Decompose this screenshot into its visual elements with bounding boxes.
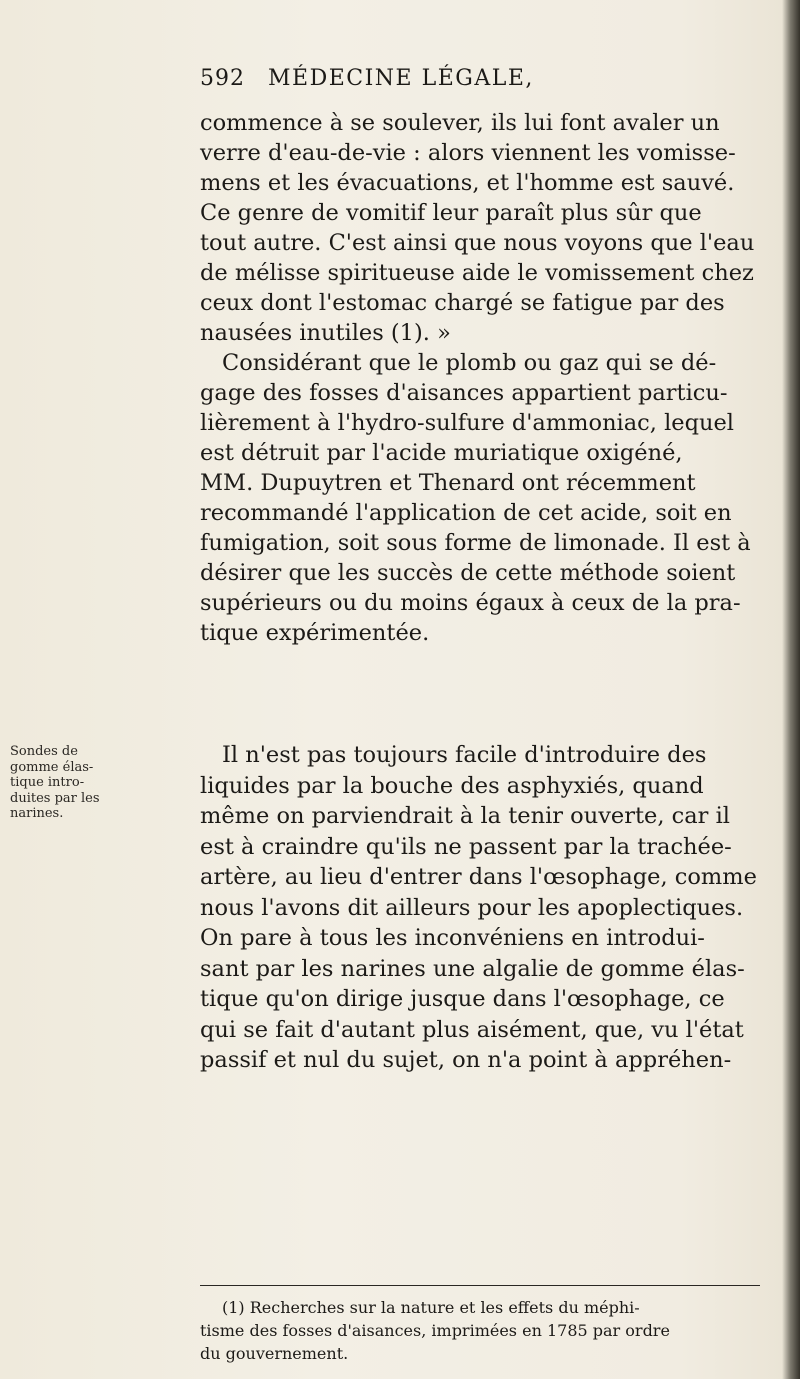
page-number: 592: [200, 66, 245, 91]
margin-note-line: gomme élas-: [10, 759, 94, 775]
text-line: tique qu'on dirige jusque dans l'œsophage, ce: [200, 986, 725, 1012]
margin-note-line: tique intro-: [10, 775, 85, 790]
text-line: sant par les narines une algalie de gomme élas-: [200, 955, 745, 982]
text-line: On pare à tous les inconvéniens en introdui-: [200, 925, 705, 951]
footnote-line: tisme des fosses d'aisances, imprimées en 1785 par ordre: [200, 1321, 670, 1340]
running-title: MÉDECINE LÉGALE,: [268, 66, 534, 91]
running-head: [200, 66, 760, 91]
text-line: fumigation, soit sous forme de limonade. Il est à: [200, 530, 751, 556]
book-edge-shadow: [782, 0, 800, 1379]
margin-note-line: Sondes de: [10, 744, 78, 759]
text-line: commence à se soulever, ils lui font avaler un: [200, 110, 720, 136]
text-line: nausées inutiles (1). »: [200, 320, 451, 346]
paragraph-vomitif: [200, 108, 765, 648]
margin-note-line: narines.: [10, 806, 64, 821]
margin-note: [10, 744, 190, 822]
text-line: Considérant que le plomb ou gaz qui se dé-: [222, 350, 717, 376]
text-line: nous l'avons dit ailleurs pour les apoplectiques.: [200, 894, 744, 921]
text-line: est détruit par l'acide muriatique oxigéné,: [200, 440, 683, 466]
text-line: MM. Dupuytren et Thenard ont récemment: [200, 470, 696, 496]
text-line: tique expérimentée.: [200, 620, 430, 646]
text-line: liquides par la bouche des asphyxiés, quand: [200, 772, 704, 799]
margin-note-line: duites par les: [10, 790, 100, 806]
text-line: gage des fosses d'aisances appartient particu-: [200, 380, 728, 406]
text-line: verre d'eau-de-vie : alors viennent les vomisse-: [200, 140, 736, 166]
footnote-line: (1) Recherches sur la nature et les effets du méphi-: [222, 1298, 640, 1317]
paragraph-sondes: [200, 740, 765, 1076]
footnote: [200, 1296, 765, 1365]
text-line: même on parviendrait à la tenir ouverte, car il: [200, 803, 730, 829]
text-line: tout autre. C'est ainsi que nous voyons que l'eau: [200, 230, 755, 256]
footnote-divider: [200, 1285, 760, 1286]
text-line: artère, au lieu d'entrer dans l'œsophage, comme: [200, 864, 757, 890]
text-line: supérieurs ou du moins égaux à ceux de la pra-: [200, 590, 741, 616]
text-line: désirer que les succès de cette méthode soient: [200, 560, 736, 586]
text-line: passif et nul du sujet, on n'a point à appréhen-: [200, 1047, 732, 1073]
text-line: recommandé l'application de cet acide, soit en: [200, 500, 732, 526]
text-line: mens et les évacuations, et l'homme est sauvé.: [200, 170, 735, 196]
text-line: qui se fait d'autant plus aisément, que, vu l'état: [200, 1016, 744, 1043]
text-line: Ce genre de vomitif leur paraît plus sûr que: [200, 200, 702, 226]
text-line: Il n'est pas toujours facile d'introduire des: [222, 742, 707, 768]
text-line: est à craindre qu'ils ne passent par la trachée-: [200, 833, 732, 860]
text-line: ceux dont l'estomac chargé se fatigue par des: [200, 290, 725, 316]
footnote-line: du gouvernement.: [200, 1344, 349, 1363]
text-line: de mélisse spiritueuse aide le vomissement chez: [200, 260, 754, 286]
text-line: lièrement à l'hydro-sulfure d'ammoniac, lequel: [200, 410, 734, 436]
